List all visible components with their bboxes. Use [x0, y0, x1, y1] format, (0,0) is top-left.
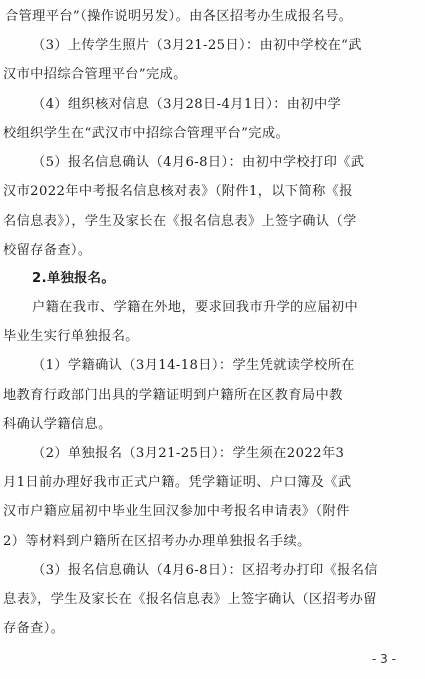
text-line: （3）上传学生照片（3月21-25日）：由初中学校在“武	[32, 38, 362, 53]
text-line: 2）等材料到户籍所在区招考办办理单独报名手续。	[3, 534, 311, 549]
text-line: 汉市2022年中考报名信息核对表》（附件1，以下简称《报	[3, 184, 353, 199]
text-line: 户籍在我市、学籍在外地，要求回我市升学的应届初中	[32, 300, 359, 315]
text-line: 汉市中招综合管理平台”完成。	[3, 67, 187, 82]
text-line: 地教育行政部门出具的学籍证明到户籍所在区教育局中教	[3, 388, 343, 403]
text-line: 毕业生实行单独报名。	[3, 329, 139, 344]
text-line: （1）学籍确认（3月14-18日）：学生凭就读学校所在	[32, 358, 355, 373]
text-line: 息表》，学生及家长在《报名信息表》上签字确认（区招考办留	[3, 592, 377, 607]
text-line: （4）组织核对信息（3月28日-4月1日）：由初中学	[32, 97, 342, 112]
section-heading: 2.单独报名。	[32, 271, 115, 286]
text-line: 合管理平台”（操作说明另发）。由各区招考办生成报名号。	[5, 9, 353, 24]
page-number: - 3 -	[372, 652, 396, 666]
text-line: 汉市户籍应届初中毕业生回汉参加中考报名申请表》（附件	[3, 504, 350, 519]
text-line: 校留存备查）。	[3, 243, 92, 258]
text-line: （2）单独报名（3月21-25日）：学生须在2022年3	[32, 446, 345, 461]
text-line: 校组织学生在“武汉市中招综合管理平台”完成。	[3, 126, 290, 141]
text-line: 名信息表》），学生及家长在《报名信息表》上签字确认（学	[3, 214, 357, 229]
text-line: 科确认学籍信息。	[3, 417, 112, 432]
text-line: （5）报名信息确认（4月6-8日）：由初中学校打印《武	[32, 155, 365, 170]
text-line: 月1日前办理好我市正式户籍。凭学籍证明、户口簿及《武	[3, 475, 352, 490]
text-line: 存备查）。	[3, 621, 65, 636]
text-line: （3）报名信息确认（4月6-8日）：区招考办打印《报名信	[32, 563, 378, 578]
